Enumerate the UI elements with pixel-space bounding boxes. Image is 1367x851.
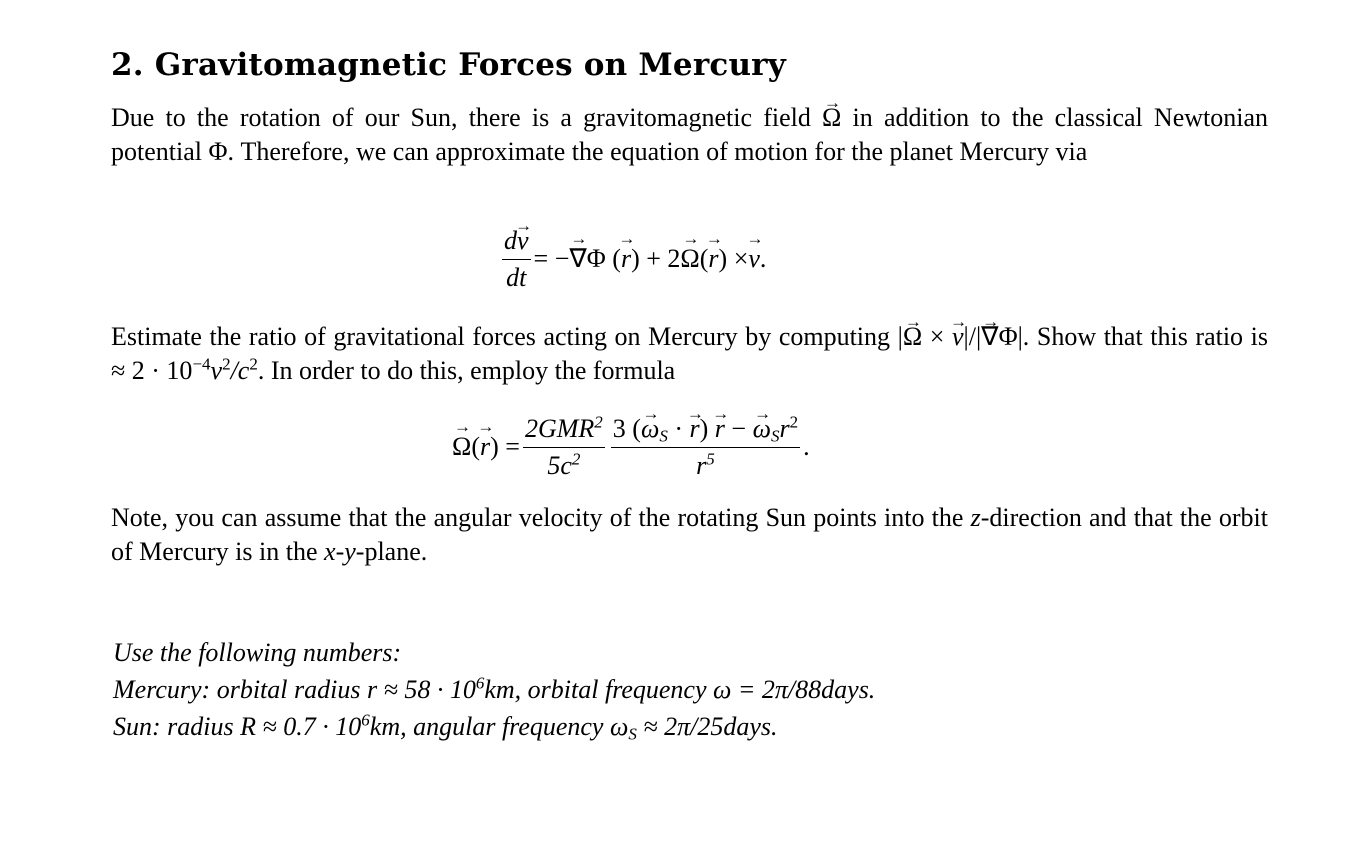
fraction-denominator: dt xyxy=(506,262,527,292)
fraction-numerator: d→ v xyxy=(502,226,531,260)
nabla-vector: → ∇ xyxy=(981,320,998,354)
intro-text-b: in addition to the classical Newtonian potential Φ. Therefore, we can approximate the equation of motion for the planet Mercury via xyxy=(111,103,1269,166)
omega-s-vector: → ω xyxy=(641,414,659,444)
mercury-values: Mercury: orbital radius $r \approx 58 \cdot 10^6km$, orbital frequency ω = 2π/88days. xyxy=(113,673,876,704)
r-vector: → r xyxy=(480,432,490,462)
intro-text-a: Due to the rotation of our Sun, there is a gravitomagnetic field xyxy=(111,103,823,132)
r-vector: → r xyxy=(715,414,725,444)
ratio-paragraph: Estimate the ratio of gravitational forces acting on Mercury by computing |→ Ω × → v|/|→ ∇Φ|. Show that this ratio is ≈ $2 \cdot 10^{-4}v^2/c^2$. In order to do this, employ the formula xyxy=(111,320,1268,387)
assumption-paragraph: Note, you can assume that the angular velocity of the rotating Sun points into the z-direction and that the orbit of Mercury is in the x-y-plane. xyxy=(111,503,1269,566)
omega-vector: → Ω xyxy=(680,244,699,274)
equation-of-motion: $\frac{d\to v}{dt}$ = − → ∇ Φ ( → r ) + 2 → Ω ( → r ) × → v . xyxy=(499,224,766,294)
omega-vector: → Ω xyxy=(452,432,471,462)
dipole-fraction xyxy=(611,414,800,481)
given-intro: Use the following numbers: xyxy=(113,638,402,667)
sun-values: Sun: radius $R \approx 0.7 \cdot 10^6km$, angular frequency $\omega_S$ ≈ 2π/25days. xyxy=(113,710,778,744)
v-vector: → v xyxy=(748,244,760,274)
v-vector: → v xyxy=(952,320,964,354)
dv-dt-fraction xyxy=(502,226,531,293)
omega-vector: → Ω xyxy=(903,320,922,354)
gravitomagnetic-field-formula: → Ω ( → r ) = $\frac{2GMR^2}{5c^2}$ $\frac{3 (\to \omega_S \cdot \to r) \to r - \to \omega_Sr^2}{r^5}$ . xyxy=(452,410,810,484)
fraction-numerator: 2GMR$^2$ xyxy=(523,414,605,448)
v-vector: → v xyxy=(517,226,529,256)
section-heading: 2. Gravitomagnetic Forces on Mercury xyxy=(111,47,786,83)
constant-fraction xyxy=(523,414,605,481)
fraction-numerator: 3 (→ $\omega_S$ · → r) → r − → $\omega_Sr^2$ xyxy=(611,414,800,448)
r-vector: → r xyxy=(621,244,631,274)
nabla-vector: → ∇ xyxy=(569,244,586,274)
given-numbers xyxy=(113,634,1213,745)
r-vector: → r xyxy=(708,244,718,274)
r-vector: → r xyxy=(689,414,699,444)
fraction-denominator: $r^5$ xyxy=(696,449,715,480)
omega-s-vector: → ω xyxy=(753,414,771,444)
fraction-denominator: $5c^2$ xyxy=(547,449,581,480)
omega-vector-symbol: → Ω xyxy=(822,101,841,135)
intro-paragraph xyxy=(111,101,1268,168)
